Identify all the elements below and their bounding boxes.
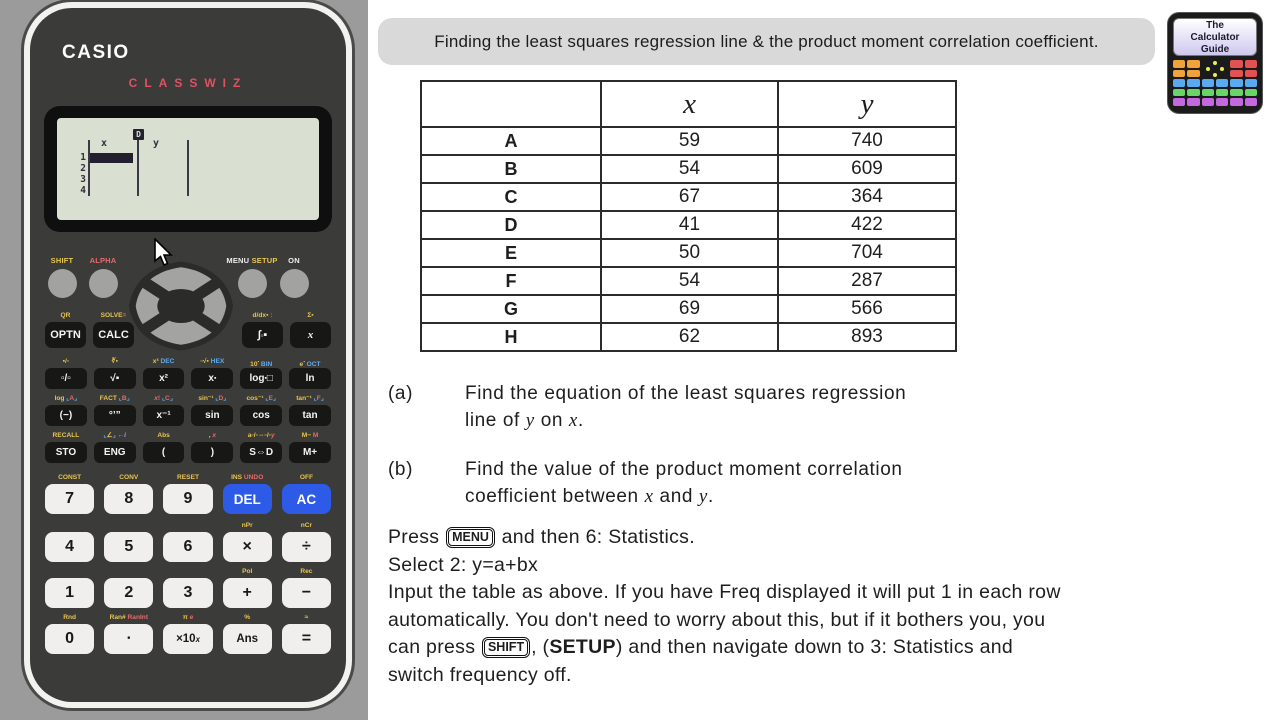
decimal-secondary-label: Ran# RanInt [109, 614, 149, 621]
dms-cell [94, 393, 136, 426]
x-squared-cell [143, 356, 185, 389]
eight-secondary-label: CONV [119, 474, 139, 481]
eng-secondary-label: ⌞∠⌟ ←i [103, 432, 126, 439]
question-b-label: (b) [388, 459, 414, 480]
logo-grid-row [1173, 89, 1257, 97]
logo-dot [1213, 61, 1217, 65]
calc-secondary-label: SOLVE= [100, 312, 127, 319]
divide-cell [282, 520, 331, 562]
menu-setup-button[interactable] [238, 269, 267, 298]
equals-cell [282, 612, 331, 654]
four-cell [45, 520, 94, 562]
divide-secondary-label: nCr [300, 522, 313, 529]
four-key[interactable]: 4 [45, 532, 94, 562]
calc-cell [93, 310, 134, 348]
menu-setup-label: MENU SETUP [226, 256, 278, 265]
deg-indicator: D [133, 129, 144, 140]
logo-button-blue [1173, 79, 1185, 87]
optn-key[interactable]: OPTN [45, 322, 86, 348]
x-value: 69 [601, 295, 778, 323]
x-power-secondary-label: ▫√▪ HEX [200, 358, 225, 365]
negative-key[interactable]: (−) [45, 405, 87, 426]
question-a-label: (a) [388, 383, 414, 404]
key-row-789 [30, 472, 346, 514]
row-label: A [421, 127, 601, 155]
x-value: 54 [601, 155, 778, 183]
logo-button-purple [1202, 98, 1214, 106]
logo-button-green [1230, 89, 1242, 97]
minus-secondary-label: Rec [300, 568, 313, 575]
row-label: H [421, 323, 601, 351]
eight-key[interactable]: 8 [104, 484, 153, 514]
paren-right-key[interactable]: ) [191, 442, 233, 463]
fraction-secondary-label: ▪/▫ [62, 358, 70, 365]
logo-button-green [1245, 89, 1257, 97]
x-variable-cell [290, 310, 331, 348]
lcd-col-x: x [101, 138, 108, 149]
one-key[interactable]: 1 [45, 578, 94, 608]
alpha-label: ALPHA [89, 256, 117, 265]
sd-convert-secondary-label: a▫/▫⇔▫/▫y [247, 432, 275, 439]
mouse-cursor [152, 238, 174, 268]
instruction-line: can press SHIFT , (SETUP) and then navigate down to 3: Statistics and [388, 636, 1014, 659]
table-divider [187, 140, 189, 196]
logo-button-purple [1187, 98, 1199, 106]
optn-secondary-label: QR [60, 312, 71, 319]
m-plus-cell [289, 430, 331, 463]
question-b [388, 456, 1028, 510]
casio-logo: CASIO [62, 42, 130, 63]
equals-secondary-label: ≈ [304, 614, 309, 621]
exp10-secondary-label: π e [182, 614, 194, 621]
ac-secondary-label: OFF [299, 474, 313, 481]
instruction-line: Select 2: y=a+bx [388, 553, 539, 576]
optn-cell [45, 310, 86, 348]
on-label: ON [288, 256, 300, 265]
dms-key[interactable]: °’” [94, 405, 136, 426]
log-key[interactable]: log ▪ □ [240, 368, 282, 389]
ln-secondary-label: e▪ OCT [299, 359, 321, 369]
paren-right-cell [191, 430, 233, 463]
five-cell [104, 520, 153, 562]
nine-secondary-label: RESET [177, 474, 199, 481]
logo-button-green [1216, 89, 1228, 97]
x-inverse-secondary-label: x! ⌞C⌟ [154, 395, 173, 402]
calculator-guide-logo [1168, 13, 1262, 113]
question-b-text: Find the value of the product moment correlation coefficient between x and y. [465, 459, 903, 507]
del-cell [223, 472, 272, 514]
question-a [388, 380, 1028, 434]
logo-line: The [1206, 20, 1224, 31]
exp10-key[interactable]: ×10 x [163, 624, 212, 654]
page-title: Finding the least squares regression line & the product moment correlation coefficient. [378, 18, 1155, 65]
paren-right-secondary-label: , x [208, 432, 217, 439]
table-divider [88, 140, 90, 196]
logo-button-orange [1173, 60, 1185, 68]
log-secondary-label: 10▪ BIN [250, 359, 273, 369]
plus-key[interactable]: + [223, 578, 272, 608]
logo-button-red [1230, 60, 1242, 68]
y-value: 893 [778, 323, 956, 351]
shift-label: SHIFT [50, 256, 74, 265]
row-label: G [421, 295, 601, 323]
x-value: 59 [601, 127, 778, 155]
tan-secondary-label: tan⁻¹ ⌞F⌟ [296, 395, 324, 402]
ac-key[interactable]: AC [282, 484, 331, 514]
three-key[interactable]: 3 [163, 578, 212, 608]
minus-key[interactable]: − [282, 578, 331, 608]
calculator-display [57, 118, 319, 220]
table-row [421, 267, 956, 295]
zero-key[interactable]: 0 [45, 624, 94, 654]
three-cell [163, 566, 212, 608]
multiply-key[interactable]: × [223, 532, 272, 562]
key-row-trig [30, 393, 346, 426]
cos-cell [240, 393, 282, 426]
sto-secondary-label: RECALL [52, 432, 80, 439]
lcd-row-number: 2 [80, 163, 86, 174]
classwiz-label: CLASSWIZ [128, 76, 248, 90]
y-value: 609 [778, 155, 956, 183]
divide-key[interactable]: ÷ [282, 532, 331, 562]
sqrt-key[interactable]: √▪ [94, 368, 136, 389]
zero-secondary-label: Rnd [63, 614, 77, 621]
on-button[interactable] [280, 269, 309, 298]
row-label: C [421, 183, 601, 211]
y-value: 740 [778, 127, 956, 155]
instruction-line: switch frequency off. [388, 663, 572, 686]
logo-dot [1206, 67, 1210, 71]
logo-button-purple [1173, 98, 1185, 106]
x-power-cell [191, 356, 233, 389]
table-row [421, 183, 956, 211]
negative-cell [45, 393, 87, 426]
eight-cell [104, 472, 153, 514]
log-cell [240, 356, 282, 389]
calculator [30, 8, 346, 702]
plus-cell [223, 566, 272, 608]
fraction-cell [45, 356, 87, 389]
key-row-456 [30, 520, 346, 562]
key-row-123 [30, 566, 346, 608]
logo-button-green [1173, 89, 1185, 97]
data-table [420, 80, 957, 352]
logo-button-orange [1187, 70, 1199, 78]
paren-left-secondary-label: Abs [157, 432, 170, 439]
ln-key[interactable]: ln [289, 368, 331, 389]
logo-button-blue [1187, 79, 1199, 87]
integral-cell [242, 310, 283, 348]
logo-button-purple [1230, 98, 1242, 106]
x-variable-key[interactable]: x [290, 322, 331, 348]
ans-cell [223, 612, 272, 654]
row-label: F [421, 267, 601, 295]
table-row [421, 239, 956, 267]
seven-cell [45, 472, 94, 514]
two-key[interactable]: 2 [104, 578, 153, 608]
decimal-cell [104, 612, 153, 654]
five-key[interactable]: 5 [104, 532, 153, 562]
table-header-x: x [601, 81, 778, 127]
lcd-row-number: 1 [80, 152, 86, 163]
questions-block [388, 380, 1028, 532]
logo-button-red [1245, 70, 1257, 78]
x-power-key[interactable]: x ▪ [191, 368, 233, 389]
sqrt-cell [94, 356, 136, 389]
logo-grid-row [1173, 98, 1257, 106]
sd-convert-cell [240, 430, 282, 463]
ans-key[interactable]: Ans [223, 624, 272, 654]
logo-button-blue [1216, 79, 1228, 87]
table-row [421, 127, 956, 155]
table-row [421, 155, 956, 183]
decimal-key[interactable]: ∙ [104, 624, 153, 654]
paren-left-cell [143, 430, 185, 463]
paren-left-key[interactable]: ( [143, 442, 185, 463]
x-value: 67 [601, 183, 778, 211]
key-row-top-functions [30, 310, 346, 348]
y-value: 704 [778, 239, 956, 267]
m-plus-secondary-label: M− M [301, 432, 319, 439]
logo-button-green [1187, 89, 1199, 97]
table-divider [137, 140, 139, 196]
eng-cell [94, 430, 136, 463]
table-header-y: y [778, 81, 956, 127]
lcd-row-number: 3 [80, 174, 86, 185]
eng-key[interactable]: ENG [94, 442, 136, 463]
sin-cell [191, 393, 233, 426]
ln-cell [289, 356, 331, 389]
dms-secondary-label: FACT ⌞B⌟ [99, 395, 130, 402]
row-label: B [421, 155, 601, 183]
y-value: 422 [778, 211, 956, 239]
instruction-line: Press MENU and then 6: Statistics. [388, 526, 695, 548]
cos-key[interactable]: cos [240, 405, 282, 426]
one-cell [45, 566, 94, 608]
seven-secondary-label: CONST [58, 474, 82, 481]
lcd-col-y: y [153, 138, 160, 149]
x-squared-secondary-label: x³ DEC [152, 358, 175, 365]
y-value: 364 [778, 183, 956, 211]
table-row [421, 211, 956, 239]
sto-key[interactable]: STO [45, 442, 87, 463]
row-label: D [421, 211, 601, 239]
six-cell [163, 520, 212, 562]
x-value: 54 [601, 267, 778, 295]
logo-grid-row [1173, 79, 1257, 87]
multiply-secondary-label: nPr [241, 522, 253, 529]
table-header-blank [421, 81, 601, 127]
row-label: E [421, 239, 601, 267]
logo-button-orange [1187, 60, 1199, 68]
logo-line: Calculator [1190, 32, 1240, 43]
exp10-cell [163, 612, 212, 654]
logo-button-blue [1245, 79, 1257, 87]
instruction-line: automatically. You don't need to worry about this, but if it bothers you, you [388, 608, 1046, 631]
logo-button-purple [1245, 98, 1257, 106]
logo-button-blue [1230, 79, 1242, 87]
del-key[interactable]: DEL [223, 484, 272, 514]
lcd-cursor [90, 153, 133, 163]
sd-convert-key[interactable]: S⇔D [240, 442, 282, 463]
sin-key[interactable]: sin [191, 405, 233, 426]
zero-cell [45, 612, 94, 654]
plus-secondary-label: Pol [242, 568, 253, 575]
integral-secondary-label: d/dx▪ : [252, 312, 273, 319]
multiply-cell [223, 520, 272, 562]
instructions-block [388, 524, 1268, 690]
x-value: 41 [601, 211, 778, 239]
sqrt-secondary-label: ∛▪ [111, 358, 119, 365]
logo-button-grid [1173, 60, 1257, 106]
key-row-powers [30, 356, 346, 389]
nine-key[interactable]: 9 [163, 484, 212, 514]
tan-key[interactable]: tan [289, 405, 331, 426]
ans-secondary-label: % [244, 614, 251, 621]
x-squared-key[interactable]: x² [143, 368, 185, 389]
m-plus-key[interactable]: M+ [289, 442, 331, 463]
negative-secondary-label: log ⌞A⌟ [54, 395, 78, 402]
sin-secondary-label: sin⁻¹ ⌞D⌟ [198, 395, 227, 402]
logo-button-purple [1216, 98, 1228, 106]
shift-button[interactable] [48, 269, 77, 298]
alpha-button[interactable] [89, 269, 118, 298]
seven-key[interactable]: 7 [45, 484, 94, 514]
x-inverse-cell [143, 393, 185, 426]
x-variable-secondary-label: Σ▪ [307, 312, 314, 319]
logo-screen [1173, 18, 1257, 56]
logo-dot [1213, 73, 1217, 77]
logo-button-blue [1202, 79, 1214, 87]
instruction-line: Input the table as above. If you have Freq displayed it will put 1 in each row [388, 581, 1061, 604]
logo-dot [1220, 67, 1224, 71]
two-cell [104, 566, 153, 608]
sto-cell [45, 430, 87, 463]
nine-cell [163, 472, 212, 514]
key-row-memory [30, 430, 346, 463]
calc-key[interactable]: CALC [93, 322, 134, 348]
six-key[interactable]: 6 [163, 532, 212, 562]
x-value: 50 [601, 239, 778, 267]
logo-button-orange [1173, 70, 1185, 78]
logo-line: Guide [1200, 44, 1230, 55]
logo-button-red [1230, 70, 1242, 78]
question-a-text: Find the equation of the least squares regression line of y on x. [465, 383, 907, 431]
logo-dpad-dots [1201, 61, 1229, 78]
integral-key[interactable]: ∫ ▫ ▪ [242, 322, 283, 348]
minus-cell [282, 566, 331, 608]
logo-button-red [1245, 60, 1257, 68]
x-value: 62 [601, 323, 778, 351]
display-bezel [44, 106, 332, 232]
ac-cell [282, 472, 331, 514]
left-background-panel [0, 0, 368, 720]
fraction-key[interactable]: ▫/▫ [45, 368, 87, 389]
lcd-row-number: 4 [80, 185, 86, 196]
key-row-bottom [30, 612, 346, 654]
table-row [421, 295, 956, 323]
del-secondary-label: INS UNDO [231, 474, 264, 481]
x-inverse-key[interactable]: x⁻¹ [143, 405, 185, 426]
table-row [421, 323, 956, 351]
logo-button-green [1202, 89, 1214, 97]
y-value: 287 [778, 267, 956, 295]
tan-cell [289, 393, 331, 426]
cos-secondary-label: cos⁻¹ ⌞E⌟ [246, 395, 276, 402]
dpad-spacer-cell [141, 310, 235, 348]
content-panel [368, 0, 1280, 720]
y-value: 566 [778, 295, 956, 323]
equals-key[interactable]: = [282, 624, 331, 654]
